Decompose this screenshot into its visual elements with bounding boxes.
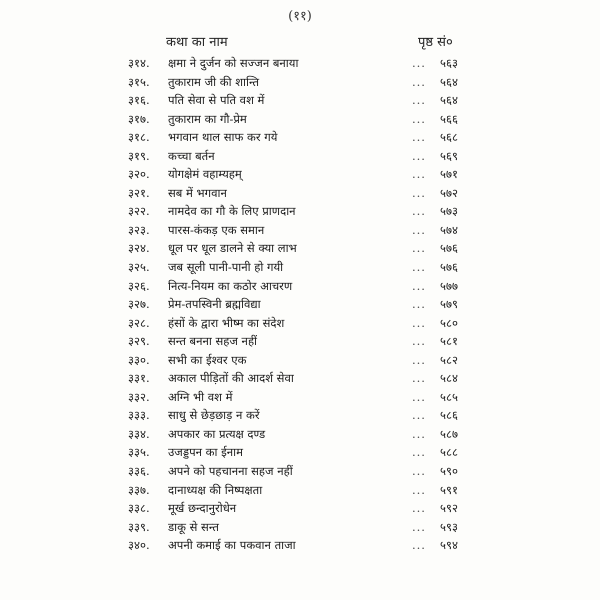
entry-number: ३२३. xyxy=(128,222,150,237)
header-page-number: पृष्ठ सं० xyxy=(418,35,453,50)
entry-number: ३३७. xyxy=(128,482,150,497)
entry-title: योगक्षेमं वहाम्यहम् xyxy=(168,167,242,182)
entry-number: ३३५. xyxy=(128,445,150,460)
toc-entry xyxy=(0,425,600,444)
entry-leader-dots: ... xyxy=(412,538,426,553)
entry-title: प्रेम-तपस्विनी ब्रह्मविद्या xyxy=(168,297,261,312)
entry-leader-dots: ... xyxy=(412,315,426,330)
toc-entry xyxy=(0,91,600,110)
entry-leader-dots: ... xyxy=(412,93,426,108)
entry-number: ३१९. xyxy=(128,148,150,163)
entry-leader-dots: ... xyxy=(412,297,426,312)
toc-entry xyxy=(0,369,600,388)
entry-title: सब में भगवान xyxy=(168,185,227,200)
toc-entry xyxy=(0,128,600,147)
entry-page: ५६९ xyxy=(440,148,458,163)
entry-page: ५९४ xyxy=(440,538,458,553)
entry-page: ५८१ xyxy=(440,334,458,349)
entry-number: ३२६. xyxy=(128,278,150,293)
entry-page: ५७९ xyxy=(440,297,458,312)
entry-leader-dots: ... xyxy=(412,241,426,256)
entry-page: ५८२ xyxy=(440,352,458,367)
entry-leader-dots: ... xyxy=(412,464,426,479)
header-story-name: कथा का नाम xyxy=(166,35,228,50)
toc-entry xyxy=(0,332,600,351)
entry-title: पारस-कंकड़ एक समान xyxy=(168,222,265,237)
entry-number: ३१८. xyxy=(128,130,150,145)
entry-number: ३२८. xyxy=(128,315,150,330)
entry-leader-dots: ... xyxy=(412,519,426,534)
entry-title: भगवान थाल साफ कर गये xyxy=(168,130,278,145)
entry-number: ३२२. xyxy=(128,204,150,219)
entry-page: ५९१ xyxy=(440,482,458,497)
entry-page: ५८५ xyxy=(440,389,458,404)
entry-page: ५९२ xyxy=(440,501,458,516)
entry-number: ३३१. xyxy=(128,371,150,386)
entry-page: ५७६ xyxy=(440,260,458,275)
entry-page: ५६४ xyxy=(440,74,458,89)
entry-number: ३३९. xyxy=(128,519,150,534)
entry-number: ३३३. xyxy=(128,408,150,423)
page-number: (११) xyxy=(288,9,312,24)
entry-leader-dots: ... xyxy=(412,56,426,70)
entry-number: ३२९. xyxy=(128,334,150,349)
entry-page: ५७७ xyxy=(440,278,458,293)
toc-entry xyxy=(0,110,600,129)
entry-title: साधु से छेड़छाड़ न करें xyxy=(168,408,260,423)
toc-entry xyxy=(0,147,600,166)
entry-page: ५७४ xyxy=(440,222,458,237)
entry-leader-dots: ... xyxy=(412,371,426,386)
entry-leader-dots: ... xyxy=(412,148,426,163)
entry-title: नित्य-नियम का कठोर आचरण xyxy=(168,278,293,293)
toc-entry xyxy=(0,73,600,92)
entry-leader-dots: ... xyxy=(412,278,426,293)
entry-leader-dots: ... xyxy=(412,111,426,126)
entry-number: ३३६. xyxy=(128,464,150,479)
toc-entry xyxy=(0,258,600,277)
entry-page: ५८४ xyxy=(440,371,458,386)
entry-title: उजड्डपन का ईनाम xyxy=(168,445,243,460)
entry-page: ५७२ xyxy=(440,185,458,200)
toc-entry xyxy=(0,295,600,314)
entry-title: अग्नि भी वश में xyxy=(168,389,233,404)
entry-title: सभी का ईश्वर एक xyxy=(168,352,247,367)
entry-leader-dots: ... xyxy=(412,260,426,275)
entry-title: हंसों के द्वारा भीष्म का संदेश xyxy=(168,315,285,330)
toc-entry xyxy=(0,277,600,296)
entry-number: ३३२. xyxy=(128,389,150,404)
entry-title: अपकार का प्रत्यक्ष दण्ड xyxy=(168,426,266,441)
entry-number: ३२५. xyxy=(128,260,150,275)
toc-entry xyxy=(0,184,600,203)
entry-number: ३३०. xyxy=(128,352,150,367)
entry-title: जब सूली पानी-पानी हो गयी xyxy=(168,260,284,275)
entry-title: अपनी कमाई का पकवान ताजा xyxy=(168,538,296,553)
entry-leader-dots: ... xyxy=(412,408,426,423)
entry-number: ३१७. xyxy=(128,111,150,126)
toc-entry xyxy=(0,481,600,500)
entry-leader-dots: ... xyxy=(412,482,426,497)
entry-page: ५६८ xyxy=(440,130,458,145)
entry-title: नामदेव का गौ के लिए प्राणदान xyxy=(168,204,296,219)
entry-title: अपने को पहचानना सहज नहीं xyxy=(168,464,293,479)
toc-entry xyxy=(0,536,600,555)
entry-page: ५६६ xyxy=(440,111,458,126)
entry-leader-dots: ... xyxy=(412,204,426,219)
entry-title: धूल पर धूल डालने से क्या लाभ xyxy=(168,241,297,256)
entry-leader-dots: ... xyxy=(412,130,426,145)
toc-entry xyxy=(0,314,600,333)
entry-leader-dots: ... xyxy=(412,334,426,349)
entry-title: सन्त बनना सहज नहीं xyxy=(168,334,258,349)
entry-leader-dots: ... xyxy=(412,352,426,367)
toc-entry xyxy=(0,518,600,537)
entry-title: तुकाराम का गौ-प्रेम xyxy=(168,111,247,126)
entry-page: ५७३ xyxy=(440,204,458,219)
entry-page: ५६४ xyxy=(440,93,458,108)
entry-title: दानाध्यक्ष की निष्पक्षता xyxy=(168,482,263,497)
entry-leader-dots: ... xyxy=(412,426,426,441)
entry-title: डाकू से सन्त xyxy=(168,519,219,534)
entry-title: कच्चा बर्तन xyxy=(168,148,215,163)
toc-header xyxy=(0,32,600,54)
toc-entry xyxy=(0,388,600,407)
entry-number: ३२१. xyxy=(128,185,150,200)
entry-number: ३२७. xyxy=(128,297,150,312)
toc-entry xyxy=(0,443,600,462)
toc-entry xyxy=(0,499,600,518)
entry-leader-dots: ... xyxy=(412,445,426,460)
entry-leader-dots: ... xyxy=(412,222,426,237)
entry-leader-dots: ... xyxy=(412,501,426,516)
toc-entry xyxy=(0,462,600,481)
entry-leader-dots: ... xyxy=(412,167,426,182)
entry-number: ३१४. xyxy=(128,56,150,70)
entry-number: ३२०. xyxy=(128,167,150,182)
entry-number: ३१५. xyxy=(128,74,150,89)
entry-page: ५९३ xyxy=(440,519,458,534)
entry-title: पति सेवा से पति वश में xyxy=(168,93,265,108)
entry-title: मूर्ख छन्दानुरोधेन xyxy=(168,501,237,516)
toc-entry xyxy=(0,165,600,184)
entry-leader-dots: ... xyxy=(412,389,426,404)
entry-page: ५८८ xyxy=(440,445,458,460)
entry-leader-dots: ... xyxy=(412,74,426,89)
entry-page: ५८० xyxy=(440,315,458,330)
entry-page: ५८६ xyxy=(440,408,458,423)
entry-title: अकाल पीड़ितों की आदर्श सेवा xyxy=(168,371,294,386)
entry-page: ५७१ xyxy=(440,167,458,182)
table-of-contents xyxy=(0,54,600,555)
entry-title: क्षमा ने दुर्जन को सज्जन बनाया xyxy=(168,56,299,70)
entry-number: ३४०. xyxy=(128,538,150,553)
toc-entry xyxy=(0,406,600,425)
toc-entry xyxy=(0,54,600,73)
entry-page: ५६३ xyxy=(440,56,458,70)
entry-page: ५८७ xyxy=(440,426,458,441)
toc-entry xyxy=(0,351,600,370)
entry-number: ३३८. xyxy=(128,501,150,516)
entry-number: ३२४. xyxy=(128,241,150,256)
toc-entry xyxy=(0,221,600,240)
entry-title: तुकाराम जी की शान्ति xyxy=(168,74,260,89)
toc-entry xyxy=(0,239,600,258)
entry-number: ३१६. xyxy=(128,93,150,108)
toc-entry xyxy=(0,202,600,221)
entry-leader-dots: ... xyxy=(412,185,426,200)
entry-number: ३३४. xyxy=(128,426,150,441)
entry-page: ५९० xyxy=(440,464,458,479)
entry-page: ५७६ xyxy=(440,241,458,256)
